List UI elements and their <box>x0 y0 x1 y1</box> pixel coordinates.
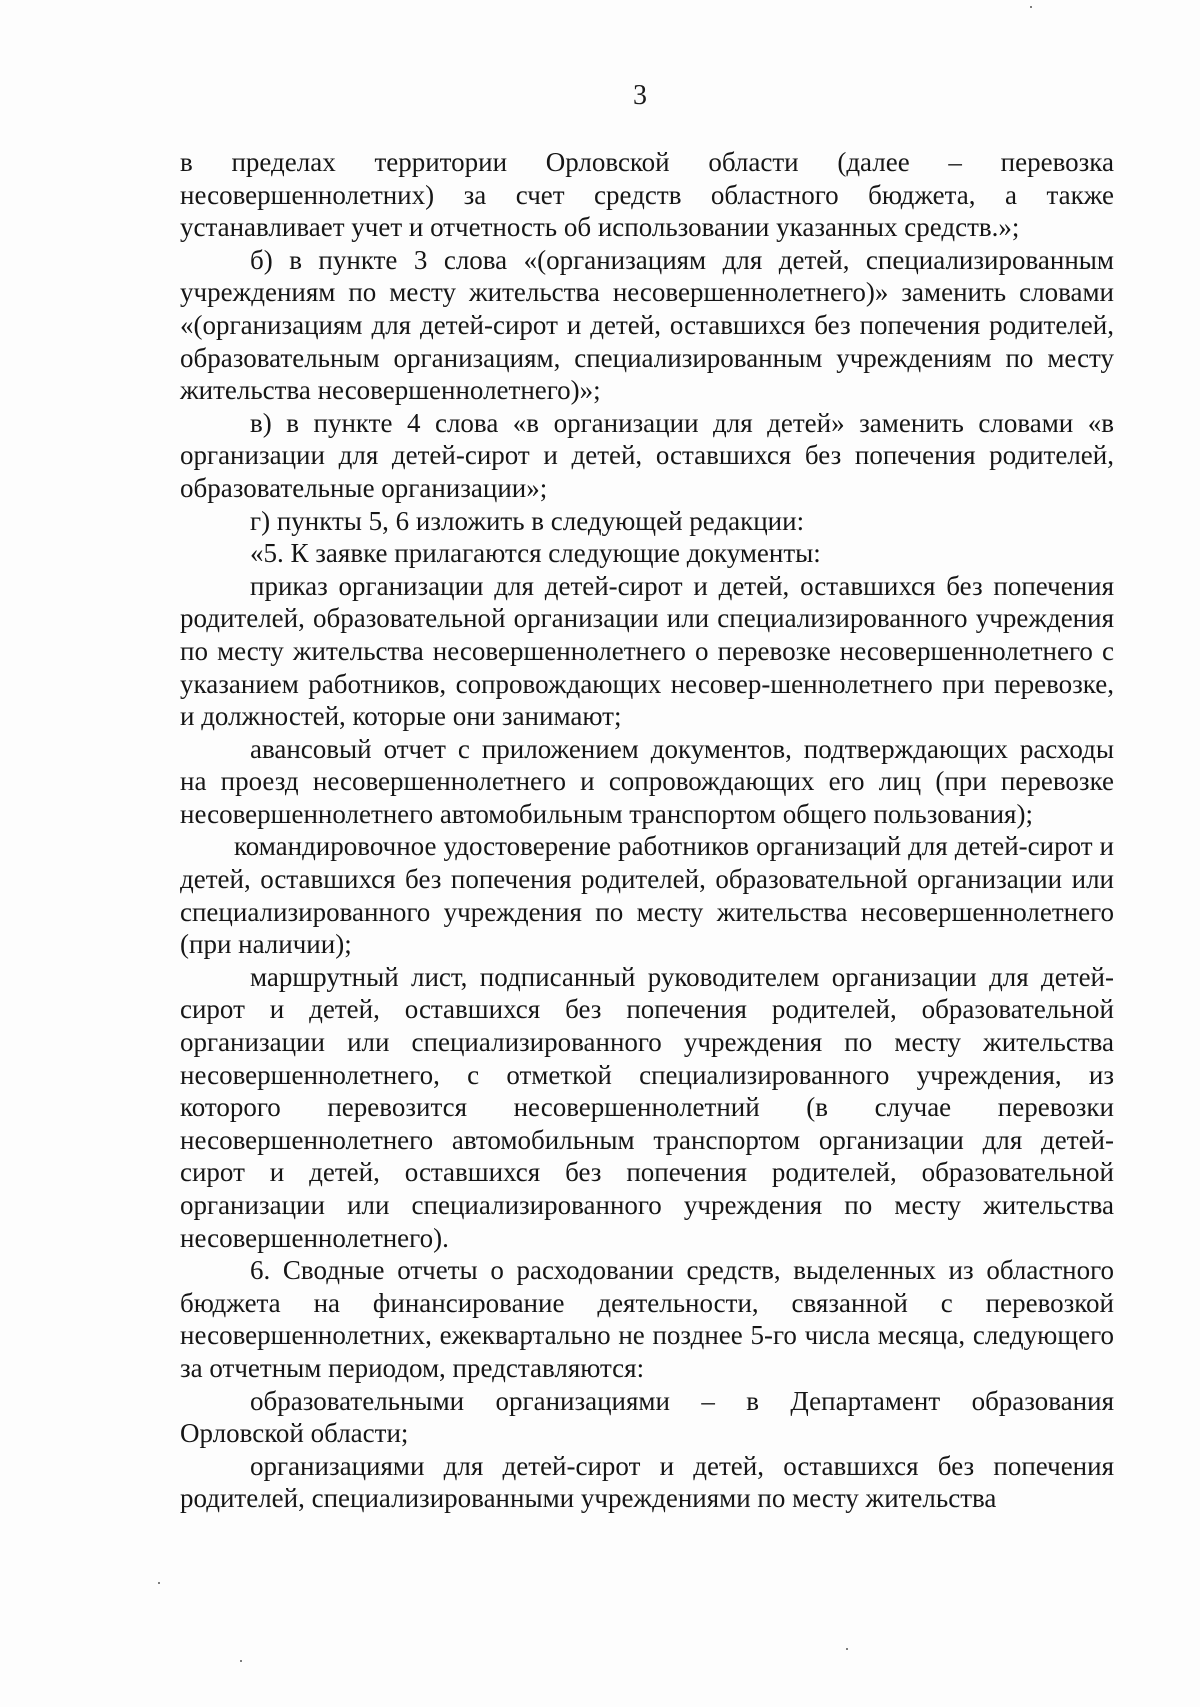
paragraph-advance-report: авансовый отчет с приложением документов, подтверждающих расходы на проезд несовершеннолетнего и сопровождающих его лиц (при перевозке несовершеннолетнего автомобильным транспортом общего пользования); <box>180 733 1114 829</box>
document-body <box>180 146 1114 1515</box>
scan-speck <box>240 1660 242 1662</box>
paragraph-item-g: г) пункты 5, 6 изложить в следующей редакции: <box>250 505 805 536</box>
paragraph-item-b: б) в пункте 3 слова «(организациям для детей, специализированным учреждениям по месту жительства несовершеннолетнего)» заменить словами «(организациям для детей-сирот и детей, оставшихся без попечения родителей, образовательным организациям, специализированным учреждениям по месту жительства несовершеннолетнего)»; <box>180 244 1114 406</box>
paragraph-route-sheet: маршрутный лист, подписанный руководителем организации для детей-сирот и детей, оставшихся без попечения родителей, образовательной организации или специализированного учреждения по месту жительства несовершеннолетнего, с отметкой специализированного учреждения, из которого перевозится несовершеннолетний (в случае перевозки несовершеннолетнего автомобильным транспортом организации для детей-сирот и детей, оставшихся без попечения родителей, образовательной организации или специализированного учреждения по месту жительства несовершеннолетнего). <box>180 961 1114 1253</box>
paragraph-order-document: приказ организации для детей-сирот и детей, оставшихся без попечения родителей, образовательной организации или специализированного учреждения по месту жительства несовершеннолетнего о перевозке несовершеннолетнего с указанием работников, сопровождающих несовер-шеннолетнего при перевозке, и должностей, которые они занимают; <box>180 570 1114 732</box>
paragraph-intro-continuation: в пределах территории Орловской области (далее – перевозка несовершеннолетних) за счет средств областного бюджета, а также устанавливает учет и отчетность об использовании указанных средств.»; <box>180 147 1114 243</box>
paragraph-item-v: в) в пункте 4 слова «в организации для детей» заменить словами «в организации для детей-сирот и детей, оставшихся без попечения родителей, образовательные организации»; <box>180 407 1114 503</box>
paragraph-educational-orgs: образовательными организациями – в Департамент образования Орловской области; <box>180 1385 1114 1449</box>
paragraph-clause-5: «5. К заявке прилагаются следующие документы: <box>250 538 821 569</box>
scan-speck <box>846 1648 848 1650</box>
paragraph-orphan-orgs: организациями для детей-сирот и детей, оставшихся без попечения родителей, специализированными учреждениями по месту жительства <box>180 1450 1114 1514</box>
scan-speck <box>158 1582 160 1584</box>
paragraph-travel-certificate: командировочное удостоверение работников организаций для детей-сирот и детей, оставшихся без попечения родителей, образовательной организации или специализированного учреждения по месту жительства несовершеннолетнего (при наличии); <box>180 831 1114 960</box>
paragraph-clause-6: 6. Сводные отчеты о расходовании средств, выделенных из областного бюджета на финансирование деятельности, связанной с перевозкой несовершеннолетних, ежеквартально не позднее 5-го числа месяца, следующего за отчетным периодом, представляются: <box>180 1255 1114 1383</box>
scan-speck <box>1030 6 1032 8</box>
page-number: 3 <box>633 80 647 111</box>
